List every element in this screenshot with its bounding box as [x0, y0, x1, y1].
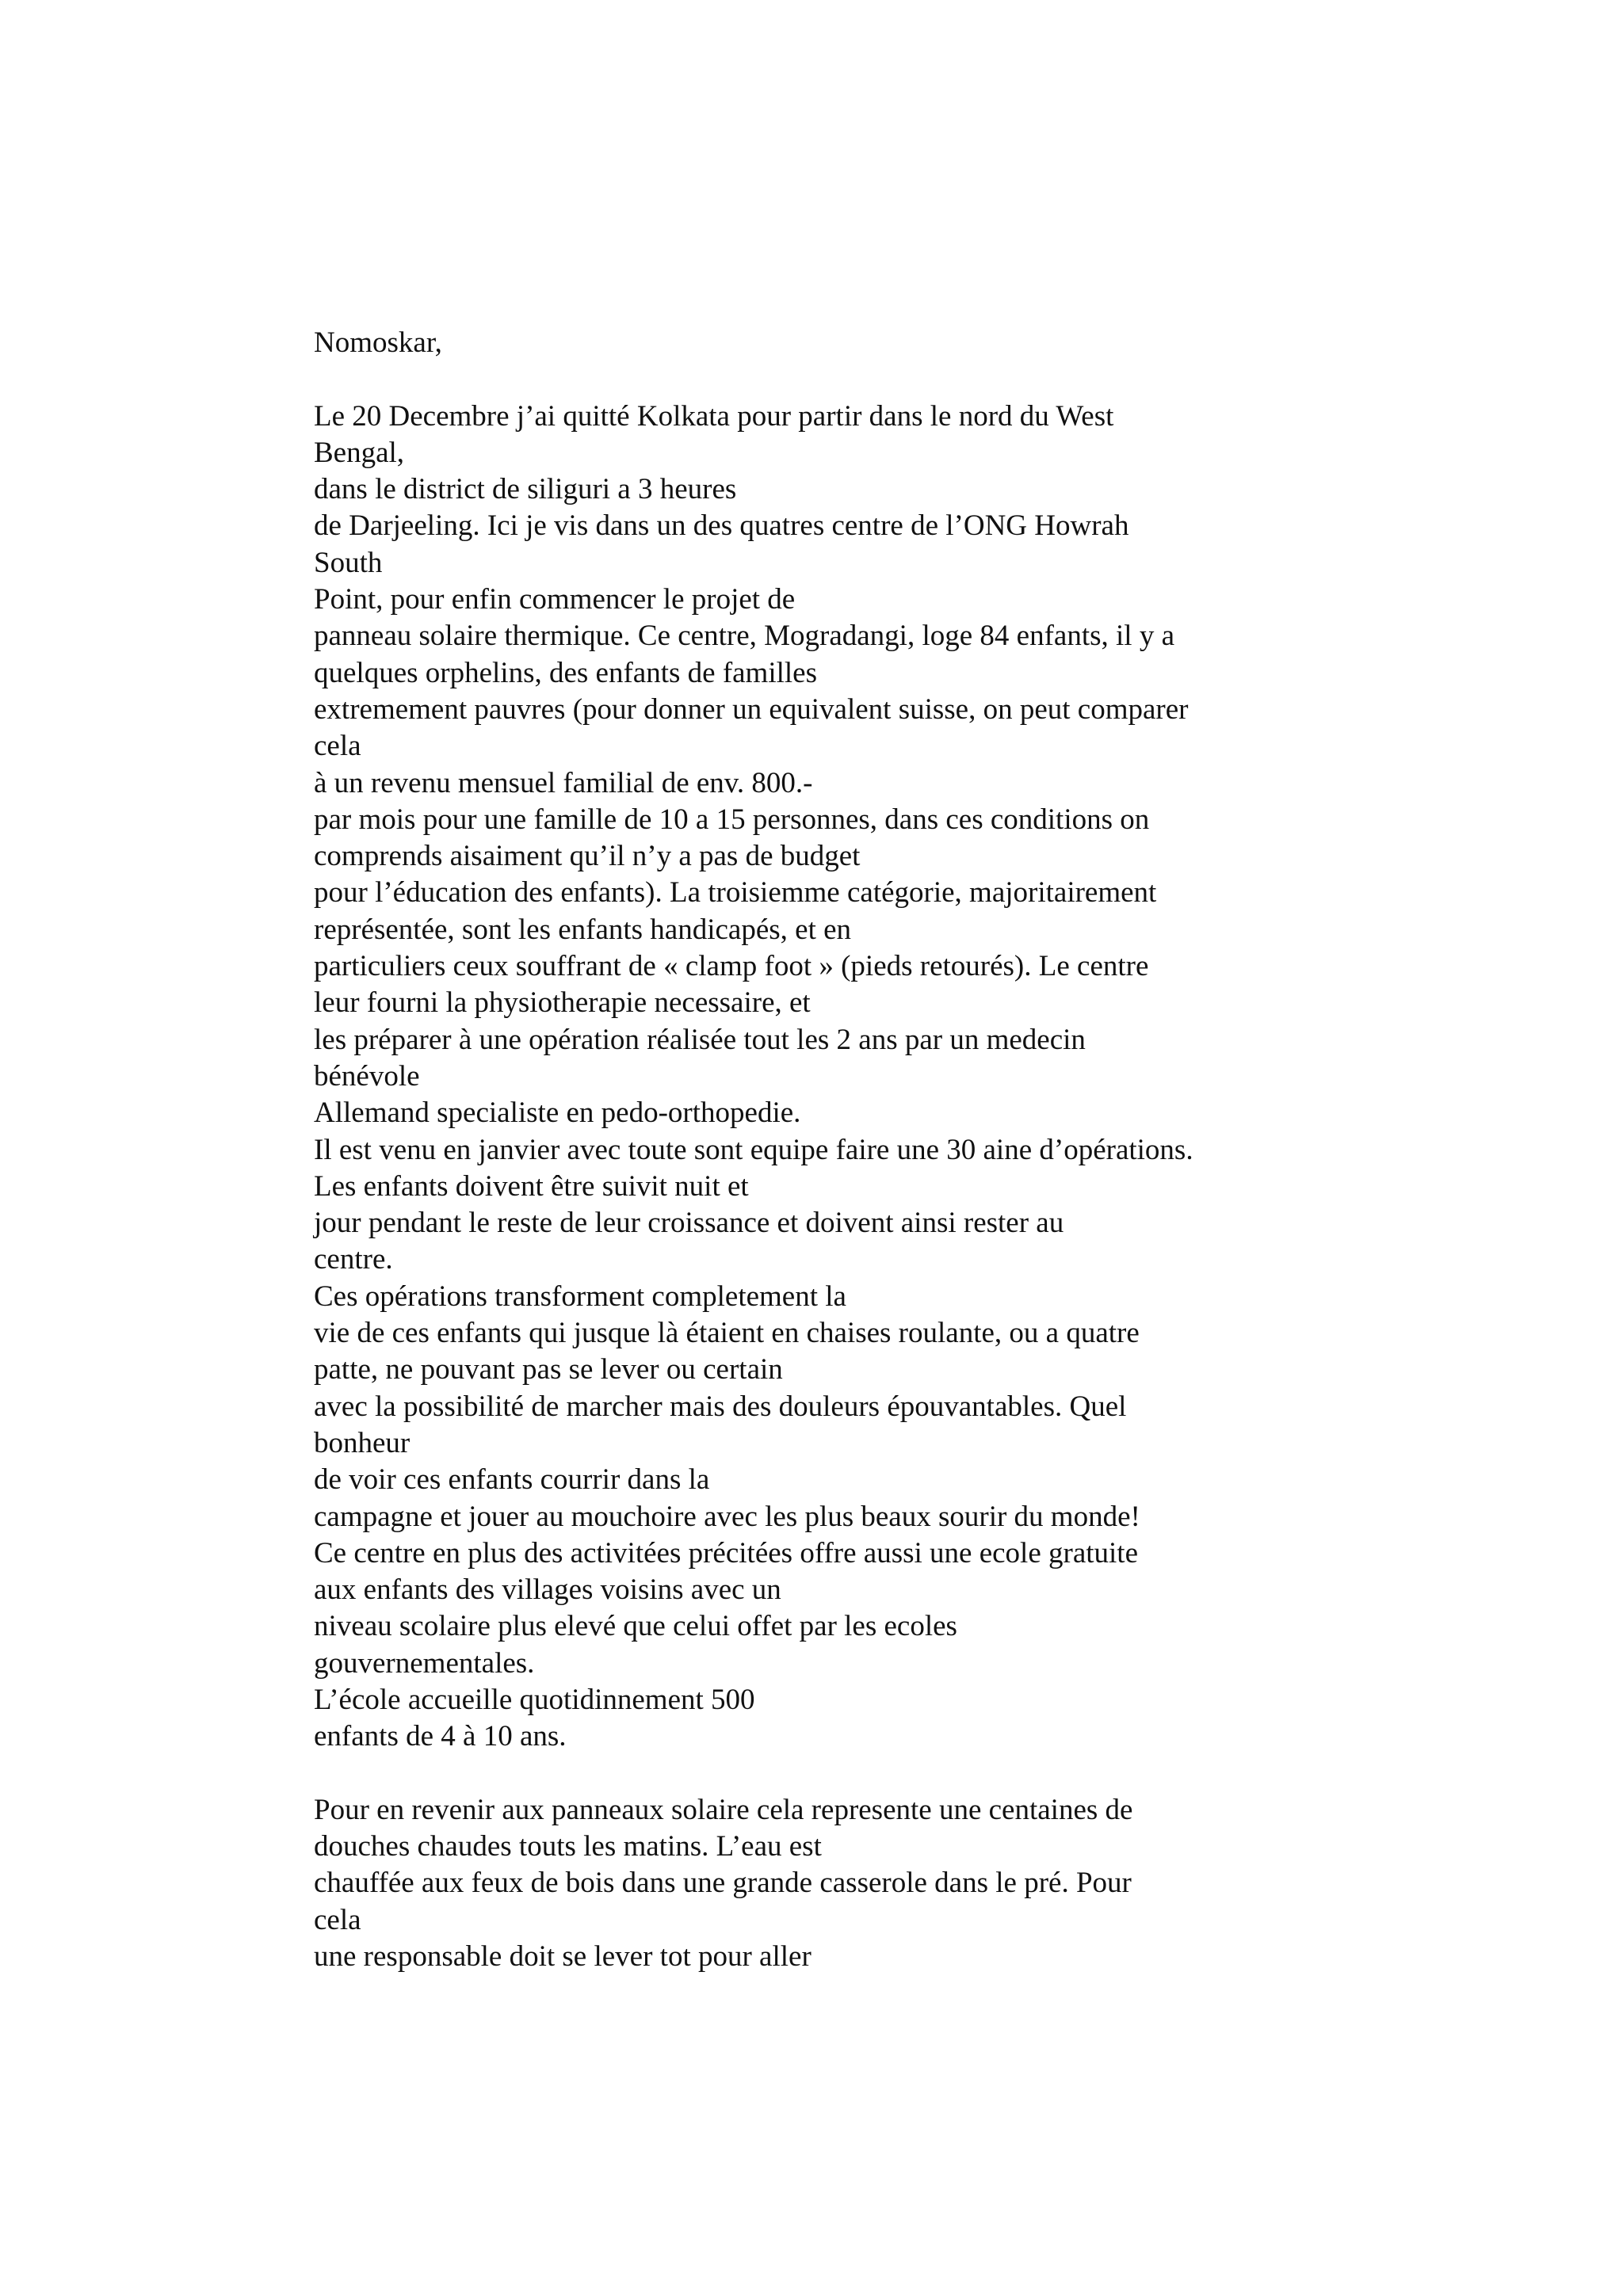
- text-line: L’école accueille quotidinnement 500: [314, 1683, 755, 1716]
- text-line: patte, ne pouvant pas se lever ou certain: [314, 1353, 783, 1386]
- text-line: vie de ces enfants qui jusque là étaient en chaises roulante, ou a quatre: [314, 1317, 1140, 1350]
- text-line: jour pendant le reste de leur croissance et doivent ainsi rester au: [314, 1207, 1064, 1240]
- text-line: centre.: [314, 1243, 393, 1276]
- text-line: niveau scolaire plus elevé que celui offet par les ecoles: [314, 1610, 957, 1643]
- text-line: chauffée aux feux de bois dans une grande casserole dans le pré. Pour: [314, 1867, 1132, 1900]
- text-line: Il est venu en janvier avec toute sont equipe faire une 30 aine d’opérations.: [314, 1133, 1193, 1166]
- text-line: douches chaudes touts les matins. L’eau est: [314, 1830, 822, 1863]
- text-line: quelques orphelins, des enfants de familles: [314, 656, 817, 689]
- text-line: de voir ces enfants courrir dans la: [314, 1463, 710, 1497]
- letter-body: [314, 325, 1328, 1975]
- blank-line: [314, 361, 1328, 398]
- text-line: bonheur: [314, 1426, 411, 1459]
- text-line: par mois pour une famille de 10 a 15 personnes, dans ces conditions on: [314, 803, 1150, 836]
- text-line: cela: [314, 730, 361, 763]
- text-line: une responsable doit se lever tot pour aller: [314, 1940, 812, 1974]
- text-line: de Darjeeling. Ici je vis dans un des quatres centre de l’ONG Howrah: [314, 509, 1129, 543]
- text-line: gouvernementales.: [314, 1646, 535, 1680]
- text-line: Point, pour enfin commencer le projet de: [314, 583, 796, 616]
- text-line: campagne et jouer au mouchoire avec les plus beaux sourir du monde!: [314, 1500, 1140, 1533]
- text-line: particuliers ceux souffrant de « clamp foot » (pieds retourés). Le centre: [314, 950, 1149, 983]
- text-line: Bengal,: [314, 436, 405, 469]
- text-line: South: [314, 546, 383, 579]
- text-line: Ces opérations transforment completement la: [314, 1280, 846, 1313]
- text-line: extremement pauvres (pour donner un equivalent suisse, on peut comparer: [314, 692, 1189, 726]
- text-line: bénévole: [314, 1059, 420, 1093]
- text-line: comprends aisaiment qu’il n’y a pas de budget: [314, 840, 861, 873]
- text-line: cela: [314, 1903, 361, 1936]
- text-line: Nomoskar,: [314, 326, 442, 359]
- text-line: leur fourni la physiotherapie necessaire, et: [314, 986, 811, 1020]
- blank-line: [314, 1756, 1328, 1792]
- text-line: dans le district de siliguri a 3 heures: [314, 473, 737, 506]
- text-line: avec la possibilité de marcher mais des douleurs épouvantables. Quel: [314, 1390, 1127, 1423]
- text-line: Les enfants doivent être suivit nuit et: [314, 1169, 749, 1203]
- text-line: aux enfants des villages voisins avec un: [314, 1573, 781, 1607]
- text-line: Allemand specialiste en pedo-orthopedie.: [314, 1097, 801, 1130]
- text-line: panneau solaire thermique. Ce centre, Mogradangi, loge 84 enfants, il y a: [314, 620, 1174, 653]
- text-line: à un revenu mensuel familial de env. 800.-: [314, 766, 813, 799]
- text-line: Le 20 Decembre j’ai quitté Kolkata pour partir dans le nord du West: [314, 399, 1114, 433]
- text-line: Ce centre en plus des activitées précitées offre aussi une ecole gratuite: [314, 1536, 1139, 1569]
- text-line: Pour en revenir aux panneaux solaire cela represente une centaines de: [314, 1793, 1133, 1826]
- text-line: pour l’éducation des enfants). La troisiemme catégorie, majoritairement: [314, 876, 1157, 910]
- text-line: enfants de 4 à 10 ans.: [314, 1720, 567, 1753]
- text-line: les préparer à une opération réalisée tout les 2 ans par un medecin: [314, 1023, 1086, 1056]
- text-line: représentée, sont les enfants handicapés, et en: [314, 913, 852, 946]
